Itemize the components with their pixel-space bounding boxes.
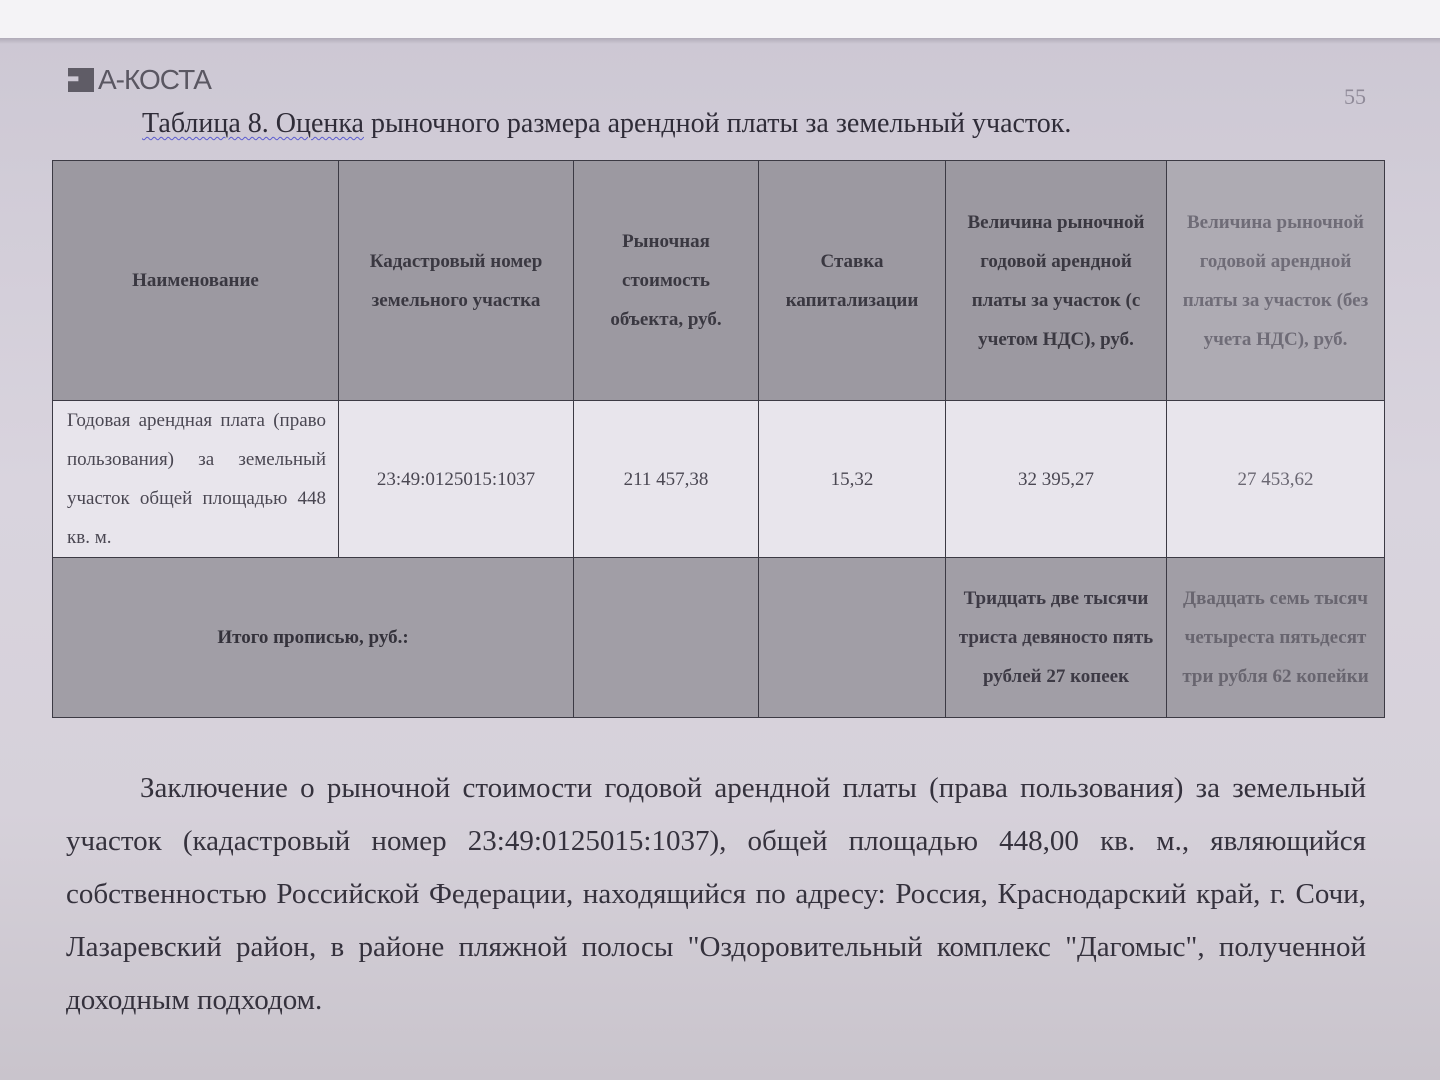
header-market-value: Рыночная стоимость объекта, руб.: [574, 161, 759, 401]
cell-rent-without-vat: 27 453,62: [1167, 401, 1385, 558]
header-cap-rate: Ставка капитализации: [759, 161, 946, 401]
table-caption: [142, 108, 1071, 140]
total-empty-cell: [759, 558, 946, 718]
cell-cadastral-number: 23:49:0125015:1037: [339, 401, 574, 558]
company-logo: [68, 66, 211, 94]
total-with-vat-words: Тридцать две тысячи триста девяносто пять рублей 27 копеек: [946, 558, 1167, 718]
table-total-row: [53, 558, 1385, 718]
total-empty-cell: [574, 558, 759, 718]
total-label: Итого прописью, руб.:: [53, 558, 574, 718]
header-name: Наименование: [53, 161, 339, 401]
header-cadastral-number: Кадастровый номер земельного участка: [339, 161, 574, 401]
cell-market-value: 211 457,38: [574, 401, 759, 558]
caption-underlined-part: Таблица 8. Оценка: [142, 108, 364, 139]
header-rent-without-vat: Величина рыночной годовой арендной платы за участок (без учета НДС), руб.: [1167, 161, 1385, 401]
conclusion-paragraph: Заключение о рыночной стоимости годовой арендной платы (права пользования) за земельный участок (кадастровый номер 23:49:0125015:1037), общей площадью 448,00 кв. м., являющийся собственностью Российской Федерации, находящийся по адресу: Россия, Краснодарский край, г. Сочи, Лазаревский район, в районе пляжной полосы "Оздоровительный комплекс "Дагомыс", полученной доходным подходом.: [66, 772, 1366, 1016]
total-without-vat-words: Двадцать семь тысяч четыреста пятьдесят три рубля 62 копейки: [1167, 558, 1385, 718]
caption-rest: рыночного размера арендной платы за земельный участок.: [363, 108, 1072, 139]
table-row: [53, 401, 1385, 558]
cell-rent-with-vat: 32 395,27: [946, 401, 1167, 558]
cell-cap-rate: 15,32: [759, 401, 946, 558]
header-rent-with-vat: Величина рыночной годовой арендной платы за участок (с учетом НДС), руб.: [946, 161, 1167, 401]
logo-text: A-КОСТА: [98, 64, 211, 95]
logo-mark-icon: [68, 68, 94, 92]
rent-valuation-table: [52, 160, 1385, 718]
page-number: 55: [1344, 84, 1366, 109]
screen-top-band: [0, 0, 1440, 38]
table-header-row: [53, 161, 1385, 401]
cell-name: Годовая арендная плата (право пользования) за земельный участок общей площадью 448 кв. м.: [53, 401, 339, 558]
screen-top-shadow: [0, 38, 1440, 44]
